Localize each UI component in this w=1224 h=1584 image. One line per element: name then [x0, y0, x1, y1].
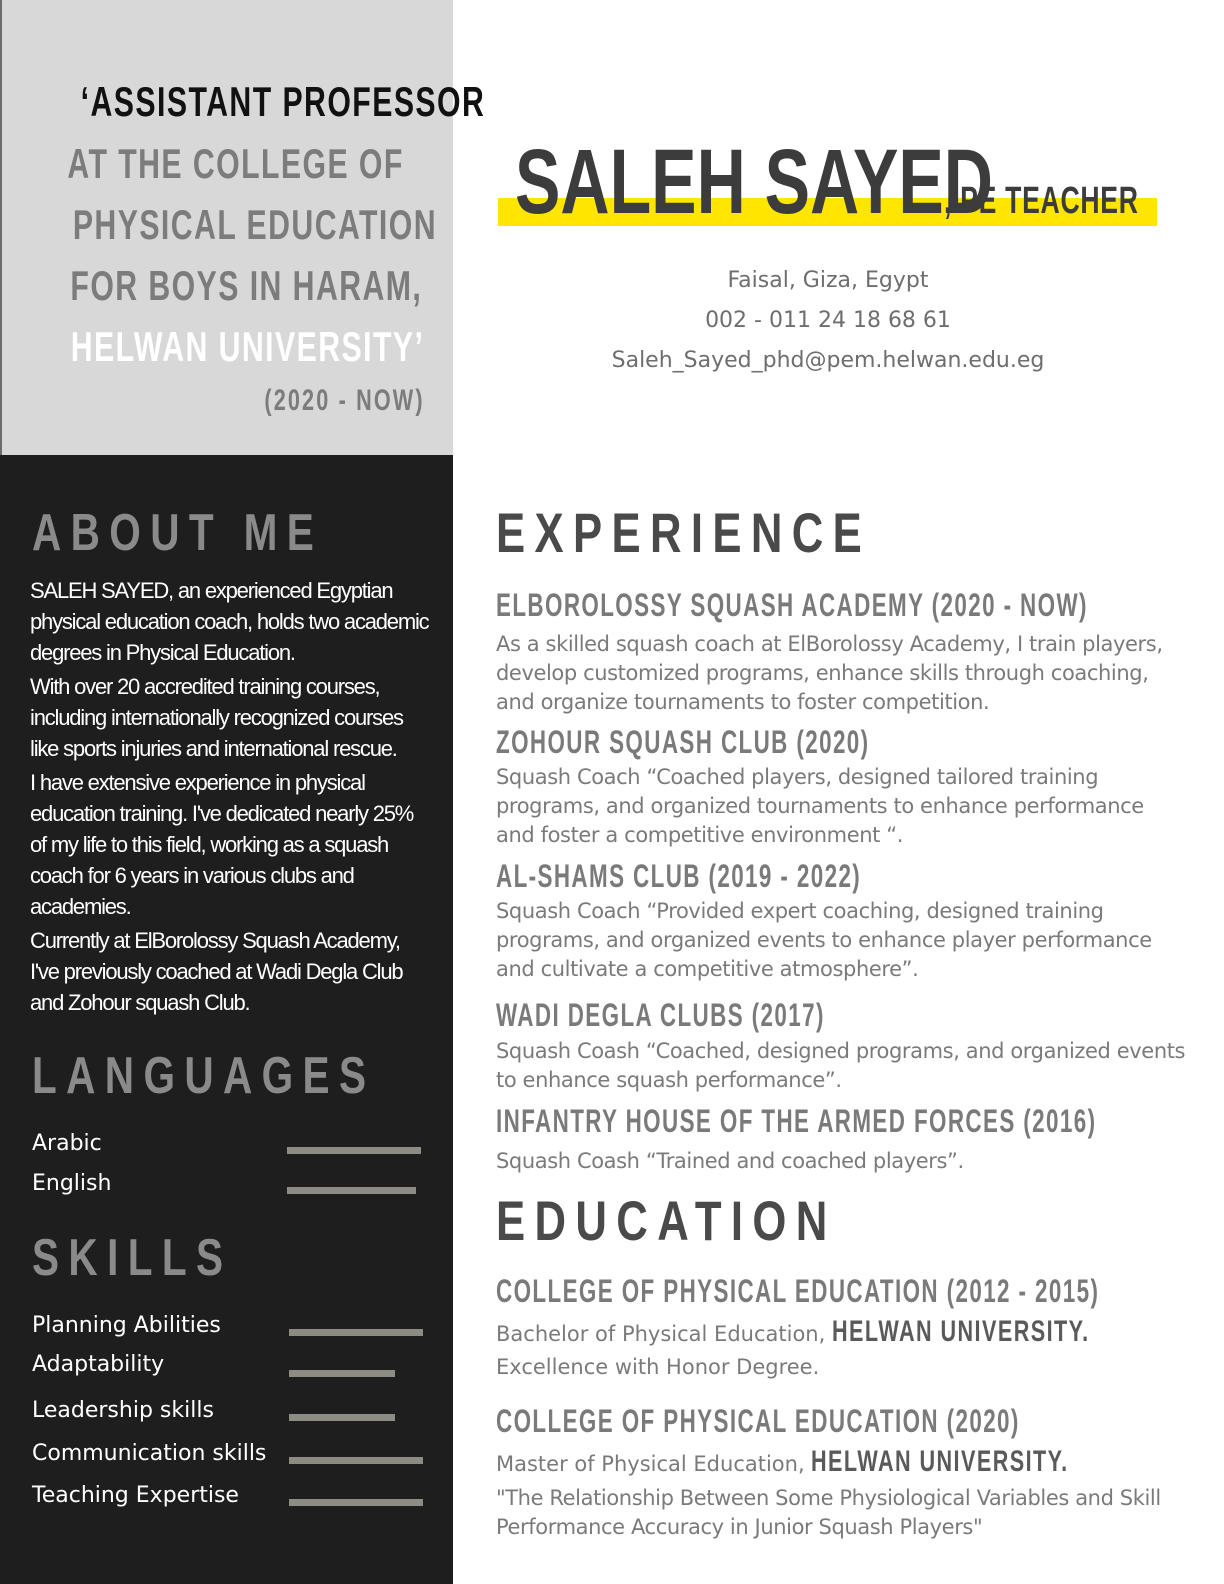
about-paragraph: SALEH SAYED, an experienced Egyptian physical education coach, holds two academic degrees in Physical Education.: [30, 578, 429, 665]
skill-label: Teaching Expertise: [32, 1483, 239, 1508]
language-row-english: [0, 1171, 453, 1207]
contact-address: Faisal, Giza, Egypt: [727, 268, 929, 293]
degree-name: Master of Physical Education,: [496, 1452, 805, 1476]
skill-label: Communication skills: [32, 1441, 267, 1466]
about-paragraph: Currently at ElBorolossy Squash Academy, I've previously coached at Wadi Degla Club and Zohour squash Club.: [30, 928, 403, 1015]
job-title: ELBOROLOSSY SQUASH ACADEMY (2020 - NOW): [496, 587, 1088, 623]
contact-phone: 002 - 011 24 18 68 61: [705, 308, 951, 333]
candidate-title: , PE TEACHER: [944, 180, 1139, 222]
about-heading: ABOUT ME: [32, 504, 324, 562]
quote-line-5: HELWAN UNIVERSITY’: [70, 323, 425, 370]
skill-label: Leadership skills: [32, 1398, 214, 1423]
quote-dates: (2020 - NOW): [264, 384, 425, 417]
language-label: English: [32, 1171, 112, 1196]
language-label: Arabic: [32, 1131, 102, 1156]
job-title: AL-SHAMS CLUB (2019 - 2022): [496, 858, 862, 894]
about-paragraph: I have extensive experience in physical education training. I've dedicated nearly 25% of my life to this field, working as a squash coach for 6 years in various clubs and academies.: [30, 770, 414, 919]
skill-label: Adaptability: [32, 1352, 165, 1377]
quote-line-3: PHYSICAL EDUCATION: [72, 201, 438, 248]
education-heading: EDUCATION: [496, 1189, 837, 1252]
thesis-title: "The Relationship Between Some Physiological Variables and Skill Performance Accuracy in Junior Squash Players": [496, 1486, 1161, 1539]
skill-row: [0, 1441, 453, 1477]
skill-level-bar: [289, 1329, 423, 1336]
job-title: INFANTRY HOUSE OF THE ARMED FORCES (2016): [496, 1103, 1097, 1139]
education-note: Excellence with Honor Degree.: [496, 1355, 820, 1379]
language-row-arabic: [0, 1131, 453, 1167]
contact-email[interactable]: Saleh_Sayed_phd@pem.helwan.edu.eg: [611, 348, 1045, 373]
quote-line-2: AT THE COLLEGE OF: [67, 140, 404, 187]
skill-row: [0, 1398, 453, 1434]
skill-row: [0, 1483, 453, 1519]
job-description: Squash Coash “Coached, designed programs, and organized events to enhance squash performance”.: [496, 1039, 1186, 1092]
job-description: Squash Coash “Trained and coached players”.: [496, 1149, 964, 1173]
quote-panel: [0, 0, 486, 455]
about-paragraph: With over 20 accredited training courses, including internationally recognized courses like sports injuries and international rescue.: [30, 674, 403, 761]
skill-level-bar: [289, 1499, 423, 1506]
education-title: COLLEGE OF PHYSICAL EDUCATION (2012 - 2015): [496, 1273, 1100, 1309]
skill-row: [0, 1313, 453, 1349]
skills-heading: SKILLS: [32, 1229, 233, 1287]
education-degree: [496, 1445, 1169, 1479]
job-description: Squash Coach “Provided expert coaching, designed training programs, and organized events to enhance player performance and cultivate a competitive atmosphere”.: [496, 899, 1152, 981]
skill-label: Planning Abilities: [32, 1313, 221, 1338]
language-level-bar: [287, 1187, 416, 1194]
job-title: WADI DEGLA CLUBS (2017): [496, 997, 825, 1033]
quote-line-4: FOR BOYS IN HARAM,: [70, 262, 423, 309]
candidate-name: SALEH SAYED: [515, 131, 993, 233]
about-text: [30, 575, 430, 1021]
job-description: Squash Coach “Coached players, designed tailored training programs, and organized tournaments to enhance performance and foster a competitive environment “.: [496, 765, 1144, 847]
skill-row: [0, 1352, 453, 1388]
job-description: As a skilled squash coach at ElBorolossy Academy, I train players, develop customized programs, enhance skills through coaching, and organize tournaments to foster competition.: [496, 632, 1163, 714]
university-name: HELWAN UNIVERSITY.: [811, 1445, 1069, 1478]
languages-heading: LANGUAGES: [32, 1047, 376, 1105]
quote-line-1: ‘ASSISTANT PROFESSOR: [80, 78, 486, 125]
skill-level-bar: [289, 1457, 423, 1464]
education-title: COLLEGE OF PHYSICAL EDUCATION (2020): [496, 1403, 1020, 1439]
degree-name: Bachelor of Physical Education,: [496, 1322, 826, 1346]
university-name: HELWAN UNIVERSITY.: [831, 1315, 1090, 1348]
experience-heading: EXPERIENCE: [496, 501, 872, 564]
job-title: ZOHOUR SQUASH CLUB (2020): [496, 724, 870, 760]
skill-level-bar: [289, 1414, 395, 1421]
education-degree: [496, 1315, 1190, 1349]
skill-level-bar: [289, 1370, 395, 1377]
language-level-bar: [287, 1147, 421, 1154]
